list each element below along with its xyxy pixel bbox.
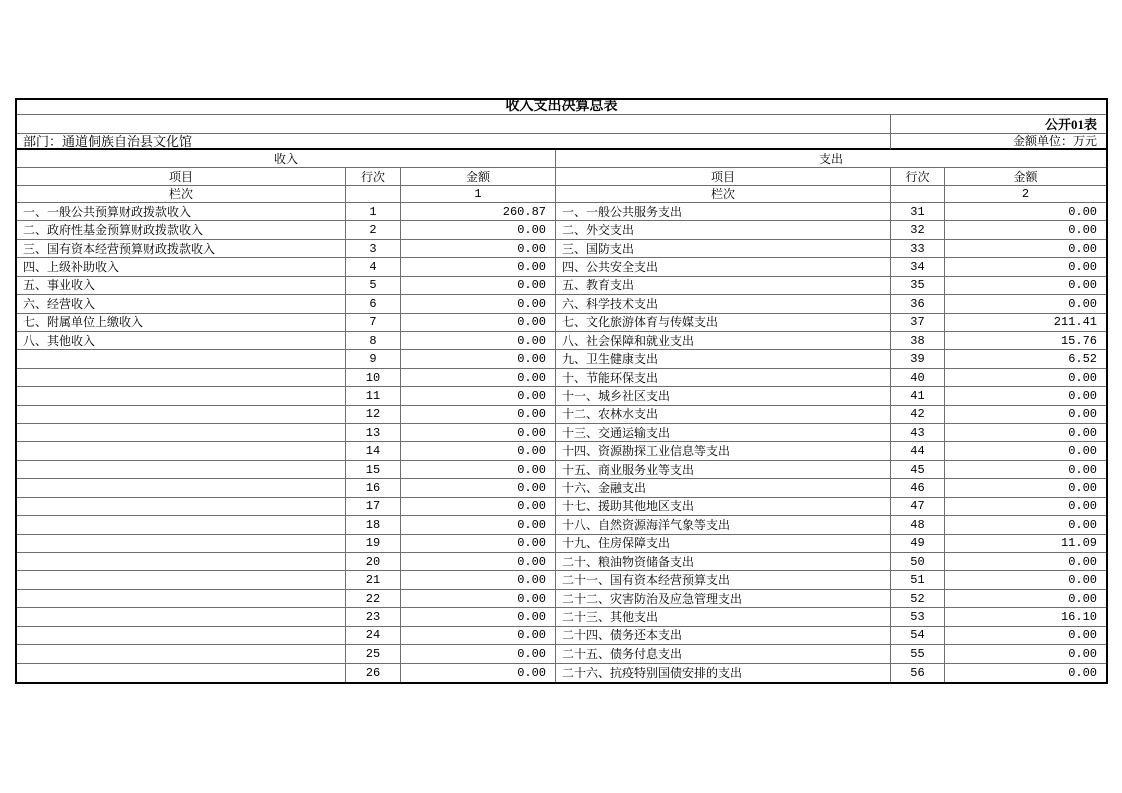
expense-line-cell: 37 xyxy=(891,314,945,332)
expense-amount-cell: 0.00 xyxy=(945,590,1106,608)
expense-line-cell: 35 xyxy=(891,277,945,295)
expense-amount-cell: 0.00 xyxy=(945,369,1106,387)
income-item-cell: 三、国有资本经营预算财政拨款收入 xyxy=(17,240,346,258)
expense-line-cell: 41 xyxy=(891,387,945,405)
income-line-cell: 9 xyxy=(346,350,401,368)
income-item-cell xyxy=(17,479,346,497)
income-item-cell: 四、上级补助收入 xyxy=(17,258,346,276)
expense-amount-cell: 15.76 xyxy=(945,332,1106,350)
expense-line-cell: 33 xyxy=(891,240,945,258)
expense-line-cell: 48 xyxy=(891,516,945,534)
expense-item-cell: 九、卫生健康支出 xyxy=(556,350,891,368)
department-label: 部门：通道侗族自治县文化馆 xyxy=(17,134,891,150)
income-line-cell: 19 xyxy=(346,535,401,553)
income-amount-cell: 0.00 xyxy=(401,645,556,663)
income-item-cell: 七、附属单位上缴收入 xyxy=(17,314,346,332)
expense-line-cell: 43 xyxy=(891,424,945,442)
income-amount-cell: 0.00 xyxy=(401,627,556,645)
expense-item-cell: 八、社会保障和就业支出 xyxy=(556,332,891,350)
income-amount-cell: 0.00 xyxy=(401,590,556,608)
income-amount-cell: 0.00 xyxy=(401,424,556,442)
expense-amount-cell: 6.52 xyxy=(945,350,1106,368)
income-line-cell: 18 xyxy=(346,516,401,534)
income-column-index-spacer xyxy=(346,186,401,203)
income-column-index-value: 1 xyxy=(401,186,556,203)
expense-item-cell: 十四、资源勘探工业信息等支出 xyxy=(556,442,891,460)
expense-line-cell: 55 xyxy=(891,645,945,663)
income-amount-cell: 0.00 xyxy=(401,277,556,295)
income-line-cell: 13 xyxy=(346,424,401,442)
expense-item-cell: 十八、自然资源海洋气象等支出 xyxy=(556,516,891,534)
expense-item-cell: 五、教育支出 xyxy=(556,277,891,295)
expense-amount-cell: 0.00 xyxy=(945,498,1106,516)
expense-column-index-label: 栏次 xyxy=(556,186,891,203)
income-section-header: 收入 xyxy=(17,150,556,168)
expense-amount-cell: 0.00 xyxy=(945,424,1106,442)
expense-amount-cell: 0.00 xyxy=(945,627,1106,645)
expense-item-cell: 六、科学技术支出 xyxy=(556,295,891,313)
expense-item-cell: 二十、粮油物资储备支出 xyxy=(556,553,891,571)
expense-line-cell: 45 xyxy=(891,461,945,479)
income-amount-cell: 0.00 xyxy=(401,350,556,368)
final-accounts-summary-table xyxy=(15,98,1108,684)
income-line-cell: 26 xyxy=(346,664,401,682)
expense-amount-cell: 0.00 xyxy=(945,645,1106,663)
income-line-cell: 1 xyxy=(346,203,401,221)
expense-amount-cell: 0.00 xyxy=(1068,665,1097,680)
income-line-cell: 7 xyxy=(346,314,401,332)
expense-line-cell: 44 xyxy=(891,442,945,460)
expense-line-cell: 38 xyxy=(891,332,945,350)
expense-line-column-header: 行次 xyxy=(891,168,945,186)
expense-item-cell: 十、节能环保支出 xyxy=(556,369,891,387)
expense-item-cell: 十六、金融支出 xyxy=(556,479,891,497)
expense-amount-cell: 0.00 xyxy=(945,258,1106,276)
expense-line-cell: 31 xyxy=(891,203,945,221)
income-item-cell: 二、政府性基金预算财政拨款收入 xyxy=(17,221,346,239)
expense-amount-cell: 0.00 xyxy=(945,277,1106,295)
income-amount-cell: 0.00 xyxy=(401,535,556,553)
income-amount-column-header: 金额 xyxy=(401,168,556,186)
expense-line-cell: 56 xyxy=(891,664,945,682)
expense-item-cell: 十一、城乡社区支出 xyxy=(556,387,891,405)
income-item-cell xyxy=(17,645,346,663)
income-amount-cell: 0.00 xyxy=(401,387,556,405)
income-line-cell: 2 xyxy=(346,221,401,239)
income-line-cell: 21 xyxy=(346,571,401,589)
income-item-cell xyxy=(17,424,346,442)
expense-line-cell: 53 xyxy=(891,608,945,626)
income-line-cell: 6 xyxy=(346,295,401,313)
income-amount-cell: 0.00 xyxy=(401,516,556,534)
expense-item-cell: 十五、商业服务业等支出 xyxy=(556,461,891,479)
expense-section-header: 支出 xyxy=(556,150,1106,168)
income-line-cell: 22 xyxy=(346,590,401,608)
expense-line-cell: 54 xyxy=(891,627,945,645)
income-line-cell: 3 xyxy=(346,240,401,258)
income-line-cell: 24 xyxy=(346,627,401,645)
expense-item-cell: 十二、农林水支出 xyxy=(556,406,891,424)
income-item-cell xyxy=(17,406,346,424)
expense-line-cell: 50 xyxy=(891,553,945,571)
income-amount-cell: 0.00 xyxy=(401,571,556,589)
expense-line-cell: 46 xyxy=(891,479,945,497)
expense-item-cell: 二十五、债务付息支出 xyxy=(556,645,891,663)
expense-item-cell: 二十二、灾害防治及应急管理支出 xyxy=(556,590,891,608)
table-title: 收入支出决算总表 xyxy=(17,100,1106,115)
income-item-cell: 一、一般公共预算财政拨款收入 xyxy=(17,203,346,221)
expense-item-cell: 十七、援助其他地区支出 xyxy=(556,498,891,516)
income-item-cell xyxy=(17,369,346,387)
expense-line-cell: 34 xyxy=(891,258,945,276)
expense-line-cell: 32 xyxy=(891,221,945,239)
income-amount-cell: 0.00 xyxy=(401,479,556,497)
income-line-cell: 25 xyxy=(346,645,401,663)
expense-amount-cell: 0.00 xyxy=(945,571,1106,589)
expense-item-cell: 四、公共安全支出 xyxy=(556,258,891,276)
income-item-cell: 八、其他收入 xyxy=(17,332,346,350)
expense-line-cell: 42 xyxy=(891,406,945,424)
expense-amount-cell: 11.09 xyxy=(945,535,1106,553)
expense-item-column-header: 项目 xyxy=(556,168,891,186)
income-amount-cell: 260.87 xyxy=(401,203,556,221)
income-item-cell xyxy=(17,516,346,534)
expense-item-cell: 十九、住房保障支出 xyxy=(556,535,891,553)
income-item-cell xyxy=(17,350,346,368)
income-item-cell xyxy=(17,627,346,645)
expense-line-cell: 51 xyxy=(891,571,945,589)
income-item-cell xyxy=(17,387,346,405)
income-line-cell: 23 xyxy=(346,608,401,626)
expense-item-cell: 二、外交支出 xyxy=(556,221,891,239)
expense-amount-cell: 16.10 xyxy=(945,608,1106,626)
income-amount-cell: 0.00 xyxy=(401,295,556,313)
expense-item-cell: 三、国防支出 xyxy=(556,240,891,258)
expense-column-index-spacer xyxy=(891,186,945,203)
expense-line-cell: 47 xyxy=(891,498,945,516)
expense-item-cell: 二十四、债务还本支出 xyxy=(556,627,891,645)
expense-line-cell: 40 xyxy=(891,369,945,387)
expense-item-cell: 二十六、抗疫特别国债安排的支出 xyxy=(556,664,891,682)
income-amount-cell: 0.00 xyxy=(401,664,556,682)
expense-amount-cell: 211.41 xyxy=(945,314,1106,332)
income-line-cell: 8 xyxy=(346,332,401,350)
expense-amount-cell: 0.00 xyxy=(945,203,1106,221)
income-item-cell xyxy=(17,442,346,460)
income-amount-cell: 0.00 xyxy=(401,369,556,387)
expense-column-index-value: 2 xyxy=(945,186,1106,203)
header-spacer-cell xyxy=(17,115,891,134)
income-line-cell: 12 xyxy=(346,406,401,424)
income-line-cell: 10 xyxy=(346,369,401,387)
income-amount-cell: 0.00 xyxy=(401,332,556,350)
income-line-cell: 15 xyxy=(346,461,401,479)
income-line-cell: 16 xyxy=(346,479,401,497)
income-item-cell xyxy=(17,553,346,571)
income-line-cell: 20 xyxy=(346,553,401,571)
expense-amount-cell: 0.00 xyxy=(945,516,1106,534)
income-line-cell: 4 xyxy=(346,258,401,276)
income-amount-cell: 0.00 xyxy=(401,442,556,460)
income-item-cell xyxy=(17,498,346,516)
income-amount-cell: 0.00 xyxy=(401,406,556,424)
income-item-cell xyxy=(17,608,346,626)
expense-amount-cell: 0.00 xyxy=(945,387,1106,405)
income-item-column-header: 项目 xyxy=(17,168,346,186)
income-amount-cell: 0.00 xyxy=(401,221,556,239)
expense-item-cell: 十三、交通运输支出 xyxy=(556,424,891,442)
expense-item-cell: 二十三、其他支出 xyxy=(556,608,891,626)
income-line-cell: 11 xyxy=(346,387,401,405)
expense-amount-cell: 0.00 xyxy=(945,295,1106,313)
expense-item-cell: 二十一、国有资本经营预算支出 xyxy=(556,571,891,589)
expense-amount-cell: 0.00 xyxy=(945,553,1106,571)
income-item-cell xyxy=(17,664,346,682)
income-line-cell: 5 xyxy=(346,277,401,295)
income-item-cell xyxy=(17,590,346,608)
income-line-column-header: 行次 xyxy=(346,168,401,186)
income-amount-cell: 0.00 xyxy=(401,461,556,479)
income-amount-cell: 0.00 xyxy=(401,553,556,571)
income-amount-cell: 0.00 xyxy=(401,498,556,516)
income-amount-cell: 0.00 xyxy=(401,258,556,276)
amount-unit-label: 金额单位：万元 xyxy=(891,134,1106,150)
expense-amount-cell: 0.00 xyxy=(945,221,1106,239)
expense-line-cell: 36 xyxy=(891,295,945,313)
income-item-cell: 六、经营收入 xyxy=(17,295,346,313)
expense-line-cell: 39 xyxy=(891,350,945,368)
income-amount-cell: 0.00 xyxy=(401,240,556,258)
income-item-cell xyxy=(17,535,346,553)
expense-line-cell: 49 xyxy=(891,535,945,553)
expense-item-cell: 七、文化旅游体育与传媒支出 xyxy=(556,314,891,332)
income-amount-cell: 0.00 xyxy=(401,608,556,626)
expense-amount-cell: 0.00 xyxy=(945,479,1106,497)
income-line-cell: 14 xyxy=(346,442,401,460)
expense-item-cell: 一、一般公共服务支出 xyxy=(556,203,891,221)
expense-amount-cell: 0.00 xyxy=(945,406,1106,424)
expense-amount-cell: 0.00 xyxy=(945,240,1106,258)
expense-amount-cell: 0.00 xyxy=(945,442,1106,460)
income-line-cell: 17 xyxy=(346,498,401,516)
form-number-label: 公开01表 xyxy=(891,115,1106,134)
expense-amount-column-header: 金额 xyxy=(945,168,1106,186)
income-item-cell: 五、事业收入 xyxy=(17,277,346,295)
income-amount-cell: 0.00 xyxy=(401,314,556,332)
income-column-index-label: 栏次 xyxy=(17,186,346,203)
income-item-cell xyxy=(17,571,346,589)
income-item-cell xyxy=(17,461,346,479)
expense-amount-cell: 0.00 xyxy=(945,461,1106,479)
expense-line-cell: 52 xyxy=(891,590,945,608)
